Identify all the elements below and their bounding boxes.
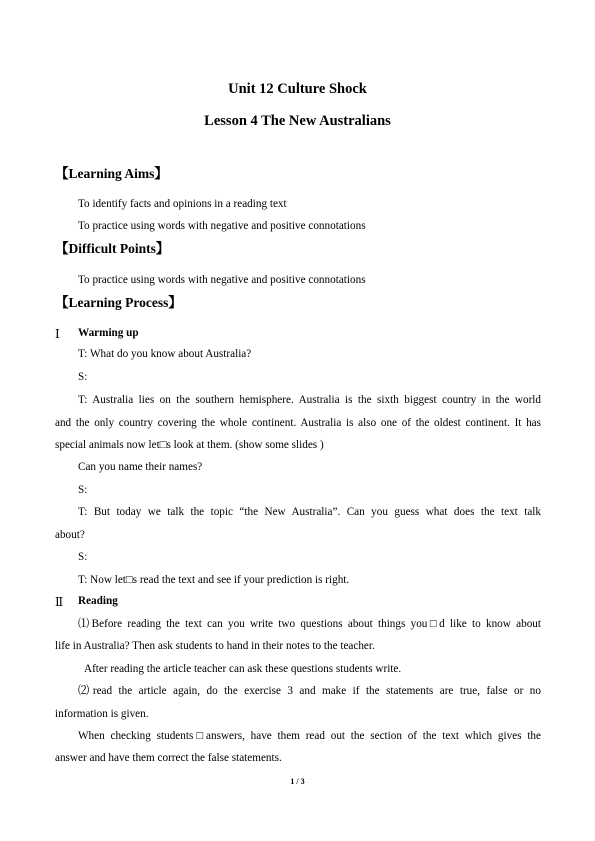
dialogue-line: Can you name their names? <box>78 461 203 473</box>
dialogue-line: T: Now let□s read the text and see if your prediction is right. <box>78 574 350 586</box>
reading-line: information is given. <box>55 708 149 720</box>
aim-item: To identify facts and opinions in a reading text <box>78 198 287 210</box>
page-number: 1 / 3 <box>290 777 305 786</box>
section-title-warming-up: Warming up <box>78 327 139 339</box>
reading-line: ⑵read the article again, do the exercise 3 and make if the statements are true, false or no <box>78 685 541 697</box>
dialogue-line: S: <box>78 484 88 496</box>
learning-aims-heading: 【Learning Aims】 <box>55 166 168 181</box>
reading-line: When checking students□answers, have them read out the section of the text which gives the <box>78 730 541 742</box>
difficult-points-heading: 【Difficult Points】 <box>55 241 170 256</box>
difficult-item: To practice using words with negative and positive connotations <box>78 274 366 286</box>
reading-line: life in Australia? Then ask students to hand in their notes to the teacher. <box>55 640 375 652</box>
dialogue-line: S: <box>78 551 88 563</box>
dialogue-line: T: What do you know about Australia? <box>78 348 252 360</box>
reading-line: answer and have them correct the false statements. <box>55 752 282 764</box>
learning-process-heading: 【Learning Process】 <box>55 295 182 310</box>
aim-item: To practice using words with negative and positive connotations <box>78 220 366 232</box>
section-number: Ⅱ <box>55 595 64 609</box>
reading-line: ⑴Before reading the text can you write two questions about things you□d like to know about <box>78 618 541 630</box>
dialogue-line: about? <box>55 529 85 541</box>
unit-title: Unit 12 Culture Shock <box>228 81 367 97</box>
dialogue-line: special animals now let□s look at them. (show some slides ) <box>55 439 324 451</box>
dialogue-line: and the only country covering the whole continent. Australia is also one of the oldest continent. It has <box>55 417 541 429</box>
reading-line: After reading the article teacher can ask these questions students write. <box>84 663 402 675</box>
lesson-title: Lesson 4 The New Australians <box>204 113 391 129</box>
section-title-reading: Reading <box>78 595 118 607</box>
dialogue-line: T: But today we talk the topic “the New Australia”. Can you guess what does the text talk <box>78 506 541 518</box>
section-number: Ⅰ <box>55 327 60 341</box>
dialogue-line: T: Australia lies on the southern hemisphere. Australia is the sixth biggest country in the world <box>78 394 541 406</box>
dialogue-line: S: <box>78 371 88 383</box>
